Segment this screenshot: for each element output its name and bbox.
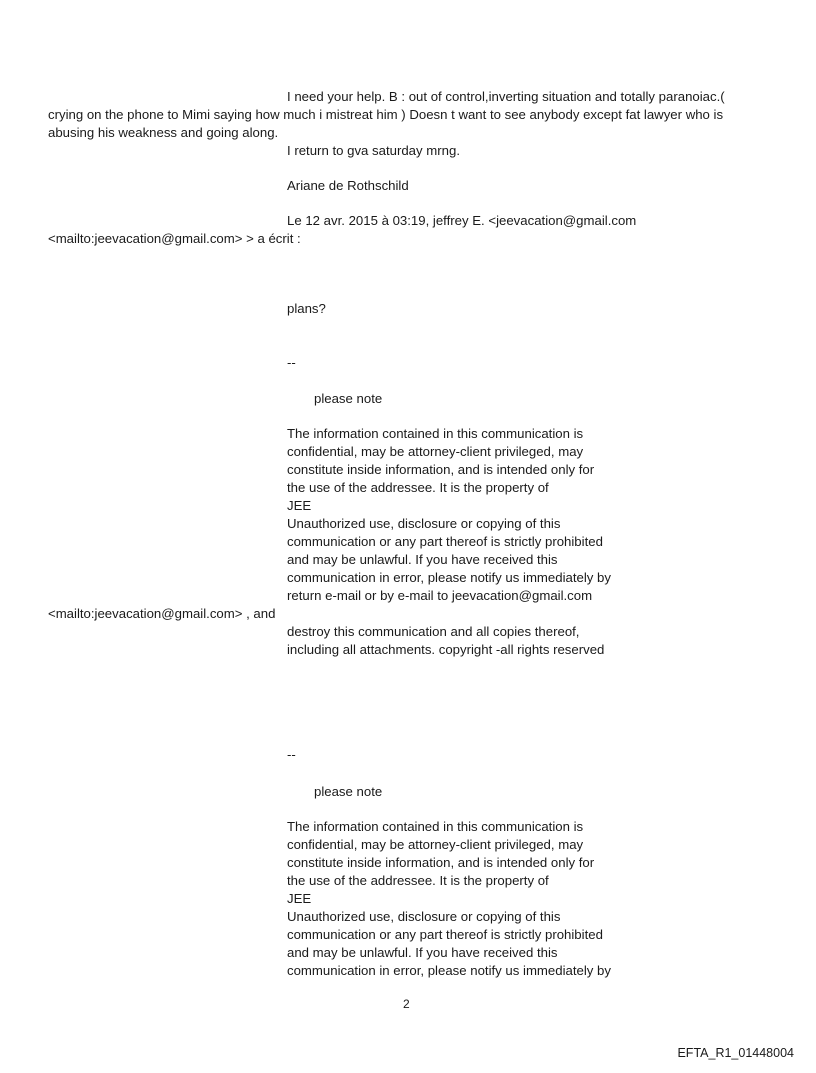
disclaimer-line: Unauthorized use, disclosure or copying of this	[287, 516, 561, 531]
message-line: crying on the phone to Mimi saying how much i mistreat him ) Doesn t want to see anybody except fat lawyer who is	[48, 107, 724, 122]
signature-separator: --	[287, 355, 296, 370]
disclaimer-line: and may be unlawful. If you have received this	[287, 552, 558, 567]
disclaimer-line: destroy this communication and all copies thereof,	[287, 624, 580, 639]
signature: Ariane de Rothschild	[287, 178, 409, 193]
disclaimer-line: return e-mail or by e-mail to jeevacation@gmail.com	[287, 588, 593, 603]
bates-number: EFTA_R1_01448004	[677, 1046, 794, 1060]
disclaimer-line: constitute inside information, and is intended only for	[287, 855, 595, 870]
signature-separator: --	[287, 747, 296, 762]
disclaimer-line: the use of the addressee. It is the property of	[287, 480, 549, 495]
disclaimer-line: the use of the addressee. It is the property of	[287, 873, 549, 888]
message-line: I need your help. B : out of control,inverting situation and totally paranoiac.(	[287, 89, 725, 104]
disclaimer-line: The information contained in this communication is	[287, 426, 584, 441]
disclaimer-heading: please note	[314, 391, 383, 406]
disclaimer-line: including all attachments. copyright -all rights reserved	[287, 642, 605, 657]
message-line: abusing his weakness and going along.	[48, 125, 279, 140]
disclaimer-mailto-line: <mailto:jeevacation@gmail.com> , and	[48, 606, 276, 621]
disclaimer-line: and may be unlawful. If you have received this	[287, 945, 558, 960]
quote-header: <mailto:jeevacation@gmail.com> > a écrit :	[48, 231, 301, 246]
disclaimer-line: confidential, may be attorney-client privileged, may	[287, 444, 584, 459]
disclaimer-line: constitute inside information, and is intended only for	[287, 462, 595, 477]
disclaimer-line: communication in error, please notify us immediately by	[287, 963, 611, 978]
disclaimer-line: communication in error, please notify us immediately by	[287, 570, 611, 585]
disclaimer-line: communication or any part thereof is strictly prohibited	[287, 534, 603, 549]
page-number: 2	[403, 997, 410, 1011]
disclaimer-heading: please note	[314, 784, 383, 799]
disclaimer-line: JEE	[287, 891, 312, 906]
quote-header: Le 12 avr. 2015 à 03:19, jeffrey E. <jeevacation@gmail.com	[287, 213, 637, 228]
disclaimer-line: communication or any part thereof is strictly prohibited	[287, 927, 603, 942]
disclaimer-line: confidential, may be attorney-client privileged, may	[287, 837, 584, 852]
disclaimer-line: JEE	[287, 498, 312, 513]
disclaimer-line: Unauthorized use, disclosure or copying of this	[287, 909, 561, 924]
disclaimer-line: The information contained in this communication is	[287, 819, 584, 834]
quoted-body: plans?	[287, 301, 326, 316]
message-line: I return to gva saturday mrng.	[287, 143, 460, 158]
